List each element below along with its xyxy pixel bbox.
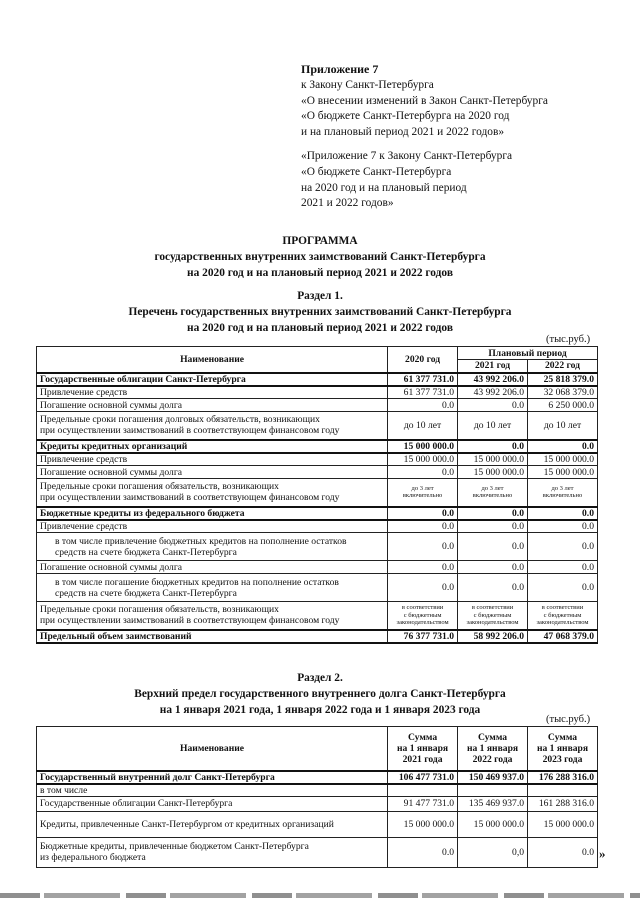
value-2021: 91 477 731.0 (388, 796, 458, 811)
value-2021: 0.0 (388, 837, 458, 867)
value-2020: 0.0 (388, 561, 458, 574)
section2-heading: на 1 января 2021 года, 1 января 2022 года и 1 января 2023 года (159, 704, 481, 716)
row-name: Государственные облигации Санкт-Петербурга (37, 373, 388, 386)
value-2021: 43 992 206.0 (458, 386, 528, 399)
col-2022-header: 2022 год (528, 360, 598, 373)
col-2021-header: 2021 год (458, 360, 528, 373)
appendix-line: и на плановый период 2021 и 2022 годов» (301, 126, 505, 139)
appendix-header (301, 62, 621, 141)
section2-title (0, 670, 640, 718)
section1-unit: (тыс.руб.) (546, 334, 591, 345)
table-row (37, 796, 598, 811)
value-2021: 106 477 731.0 (388, 771, 458, 784)
value-2020: 76 377 731.0 (388, 630, 458, 643)
value-2023: 15 000 000.0 (528, 811, 598, 837)
reference-line: «Приложение 7 к Закону Санкт-Петербурга (301, 150, 513, 162)
value-2023: 176 288 316.0 (528, 771, 598, 784)
value-2020: 61 377 731.0 (388, 386, 458, 399)
table-row (37, 533, 598, 561)
value-2022: в соответствии с бюджетным законодательством (528, 602, 598, 630)
program-subtitle: на 2020 год и на плановый период 2021 и 2022 годов (187, 267, 453, 279)
value-2022: до 3 лет включительно (528, 479, 598, 507)
appendix-line: «О бюджете Санкт-Петербурга на 2020 год (301, 110, 510, 123)
value-2021: 0.0 (458, 440, 528, 453)
value-2020: 15 000 000.0 (388, 453, 458, 466)
table-row (37, 602, 598, 630)
table-row (37, 373, 598, 386)
value-2022: 0.0 (528, 561, 598, 574)
value-2021: в соответствии с бюджетным законодательством (458, 602, 528, 630)
row-name: Кредиты кредитных организаций (37, 440, 388, 453)
table-row (37, 811, 598, 837)
row-name: Погашение основной суммы долга (37, 561, 388, 574)
value-2021: до 10 лет (458, 412, 528, 440)
value-2022: 15 000 000.0 (458, 811, 528, 837)
row-name: Погашение основной суммы долга (37, 399, 388, 412)
table-row (37, 466, 598, 479)
table-row (37, 784, 598, 797)
row-name: Государственный внутренний долг Санкт-Петербурга (37, 771, 388, 784)
value-2020: 61 377 731.0 (388, 373, 458, 386)
value-2022: 6 250 000.0 (528, 399, 598, 412)
program-heading: ПРОГРАММА (282, 235, 358, 247)
section1-title (0, 288, 640, 336)
debt-limit-table (36, 726, 598, 868)
appendix-line: к Закону Санкт-Петербурга (301, 78, 434, 91)
value-2022: 25 818 379.0 (528, 373, 598, 386)
table-row (37, 440, 598, 453)
table-row (37, 386, 598, 399)
table-row (37, 771, 598, 784)
program-title (0, 233, 640, 281)
row-name: Предельные сроки погашения обязательств, возникающих при осуществлении заимствований в соответствующем финансовом году (37, 479, 388, 507)
table-row (37, 574, 598, 602)
table-row (37, 399, 598, 412)
reference-block (301, 149, 621, 212)
col-2022-header: Сумма на 1 января 2022 года (458, 727, 528, 771)
section1-heading: Перечень государственных внутренних заимствований Санкт-Петербурга (128, 306, 512, 318)
col-2021-header: Сумма на 1 января 2021 года (388, 727, 458, 771)
value-2020: 0.0 (388, 399, 458, 412)
value-2021: 0.0 (458, 507, 528, 520)
row-name: Погашение основной суммы долга (37, 466, 388, 479)
table-row (37, 507, 598, 520)
value-2020: в соответствии с бюджетным законодательством (388, 602, 458, 630)
value-2022: 15 000 000.0 (528, 466, 598, 479)
value-2021: 15 000 000.0 (458, 466, 528, 479)
value-2020: до 10 лет (388, 412, 458, 440)
value-2021: 43 992 206.0 (458, 373, 528, 386)
row-name: Кредиты, привлеченные Санкт-Петербургом от кредитных организаций (37, 811, 388, 837)
value-2021: до 3 лет включительно (458, 479, 528, 507)
row-name: Государственные облигации Санкт-Петербурга (37, 796, 388, 811)
value-2022: 150 469 937.0 (458, 771, 528, 784)
section1-label: Раздел 1. (297, 290, 343, 302)
row-name: Бюджетные кредиты, привлеченные бюджетом Санкт-Петербурга из федерального бюджета (37, 837, 388, 867)
program-subtitle: государственных внутренних заимствований Санкт-Петербурга (154, 251, 486, 263)
section2-unit: (тыс.руб.) (546, 714, 591, 725)
value-2021: 0.0 (458, 533, 528, 561)
row-name: Привлечение средств (37, 520, 388, 533)
value-2022: 15 000 000.0 (528, 453, 598, 466)
scan-edge-divider (0, 893, 640, 898)
col-2020-header: 2020 год (388, 347, 458, 373)
table-row (37, 630, 598, 643)
table-row (37, 561, 598, 574)
col-name-header: Наименование (37, 347, 388, 373)
value-2022: 0.0 (528, 507, 598, 520)
reference-line: 2021 и 2022 годов» (301, 197, 394, 210)
row-name: Бюджетные кредиты из федерального бюджета (37, 507, 388, 520)
value-2022: 0,0 (458, 837, 528, 867)
table-row (37, 837, 598, 867)
appendix-title: Приложение 7 (301, 62, 379, 76)
value-2022: до 10 лет (528, 412, 598, 440)
reference-line: на 2020 год и на плановый период (301, 181, 467, 194)
row-name: в том числе погашение бюджетных кредитов на пополнение остатков средств на счете бюджета Санкт-Петербурга (37, 574, 388, 602)
value-2021: 0.0 (458, 561, 528, 574)
row-name: Привлечение средств (37, 453, 388, 466)
value-2021: 0.0 (458, 520, 528, 533)
value-2022: 47 068 379.0 (528, 630, 598, 643)
value-2022: 32 068 379.0 (528, 386, 598, 399)
borrowings-table (36, 346, 598, 644)
value-2021: 0.0 (458, 574, 528, 602)
value-2023: 0.0 (528, 837, 598, 867)
table-row (37, 520, 598, 533)
value-2020: 0.0 (388, 466, 458, 479)
row-name: Предельные сроки погашения обязательств, возникающих при осуществлении заимствований в соответствующем финансовом году (37, 602, 388, 630)
table-row (37, 453, 598, 466)
col-name-header: Наименование (37, 727, 388, 771)
value-2020: 0.0 (388, 520, 458, 533)
planned-period-header: Плановый период (458, 347, 598, 360)
reference-line: «О бюджете Санкт-Петербурга (301, 165, 452, 178)
table-row (37, 412, 598, 440)
value-2021: 15 000 000.0 (388, 811, 458, 837)
value-2020: 0.0 (388, 533, 458, 561)
value-2022: 0.0 (528, 533, 598, 561)
value-2022: 0.0 (528, 574, 598, 602)
row-name: Предельные сроки погашения долговых обязательств, возникающих при осуществлении заимствований в соответствующем финансовом году (37, 412, 388, 440)
value-2021: 15 000 000.0 (458, 453, 528, 466)
col-2023-header: Сумма на 1 января 2023 года (528, 727, 598, 771)
value-2021: 0.0 (458, 399, 528, 412)
row-name: Привлечение средств (37, 386, 388, 399)
value-2020: 0.0 (388, 507, 458, 520)
section1-heading: на 2020 год и на плановый период 2021 и 2022 годов (187, 322, 453, 334)
value-2022: 0.0 (528, 520, 598, 533)
value-2020: до 3 лет включительно (388, 479, 458, 507)
row-name: в том числе привлечение бюджетных кредитов на пополнение остатков средств на счете бюджета Санкт-Петербурга (37, 533, 388, 561)
row-name: Предельный объем заимствований (37, 630, 388, 643)
value-2021: 58 992 206.0 (458, 630, 528, 643)
value-2022: 135 469 937.0 (458, 796, 528, 811)
value-2020: 0.0 (388, 574, 458, 602)
table-row (37, 479, 598, 507)
section2-label: Раздел 2. (297, 672, 343, 684)
closing-quote-mark: » (599, 846, 606, 861)
value-2023: 161 288 316.0 (528, 796, 598, 811)
value-2020: 15 000 000.0 (388, 440, 458, 453)
section2-heading: Верхний предел государственного внутреннего долга Санкт-Петербурга (134, 688, 506, 700)
value-2022: 0.0 (528, 440, 598, 453)
appendix-line: «О внесении изменений в Закон Санкт-Петербурга (301, 94, 548, 107)
row-name: в том числе (37, 784, 388, 797)
